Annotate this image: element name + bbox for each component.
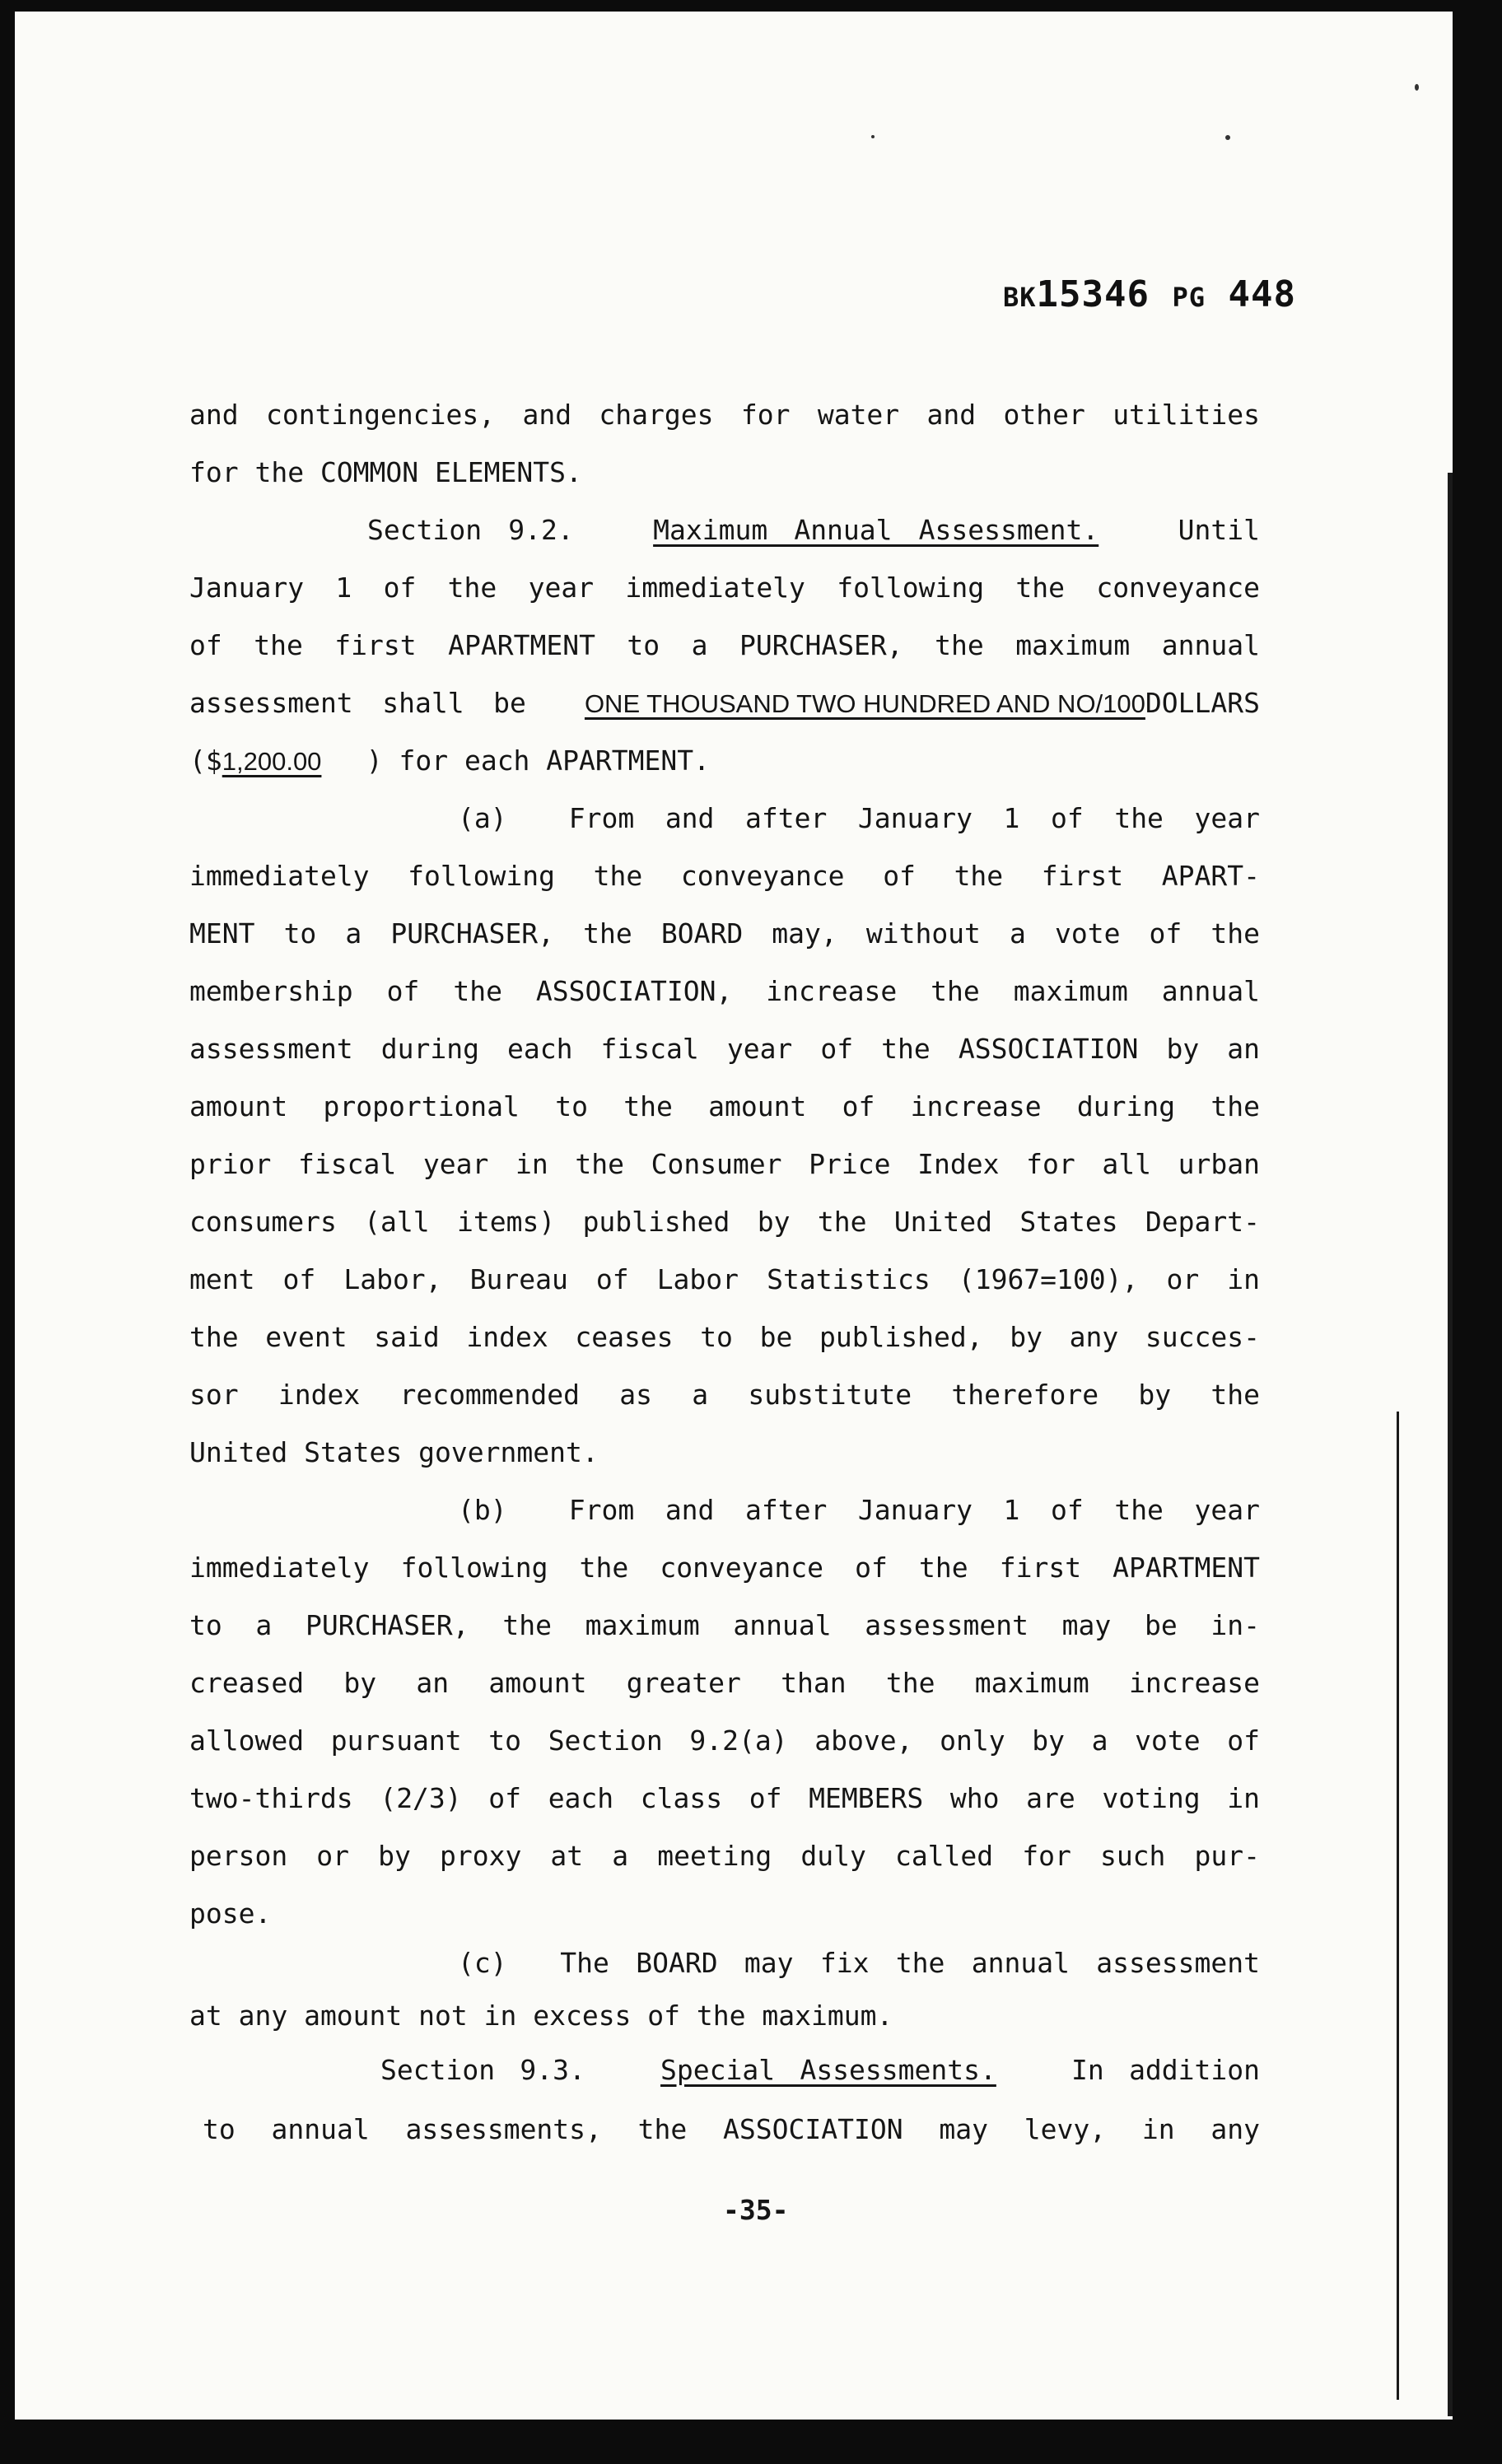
text-line: allowed pursuant to Section 9.2(a) above, only by a vote of — [189, 1724, 1260, 1757]
text-line: to annual assessments, the ASSOCIATION may levy, in any — [203, 2113, 1260, 2145]
text-line: person or by proxy at a meeting duly called for such pur- — [189, 1840, 1260, 1872]
dollar-amount-line — [189, 744, 1260, 778]
text-line: sor index recommended as a substitute therefore by the — [189, 1379, 1260, 1411]
text-line: immediately following the conveyance of the first APART- — [189, 860, 1260, 892]
para-a-first-line — [458, 802, 1260, 835]
text-line: membership of the ASSOCIATION, increase the maximum annual — [189, 975, 1260, 1007]
scan-speck — [1415, 84, 1419, 91]
text-line: and contingencies, and charges for water and other utilities — [189, 399, 1260, 431]
para-a-text: From and after January 1 of the year — [568, 802, 1260, 834]
para-c-text: The BOARD may fix the annual assessment — [560, 1947, 1260, 1979]
text-line: for the COMMON ELEMENTS. — [189, 456, 582, 488]
section-label: Section 9.3. — [380, 2054, 585, 2086]
text-line: pose. — [189, 1897, 272, 1930]
dollar-value-field: 1,200.00 — [222, 747, 322, 776]
text-line: amount proportional to the amount of increase during the — [189, 1090, 1260, 1122]
scan-speck — [1225, 135, 1230, 140]
book-number: 15346 — [1036, 273, 1150, 315]
book-page-reference — [1003, 273, 1296, 315]
para-a-label: (a) — [458, 802, 507, 834]
para-b-text: From and after January 1 of the year — [568, 1494, 1260, 1526]
text-line: at any amount not in excess of the maximum. — [189, 2000, 893, 2032]
page-label: PG — [1172, 282, 1206, 313]
para-c-label: (c) — [458, 1947, 507, 1979]
text-line: assessment during each fiscal year of the ASSOCIATION by an — [189, 1033, 1260, 1065]
scan-edge-shadow — [1448, 473, 1453, 2416]
text-line: January 1 of the year immediately following the conveyance — [189, 572, 1260, 604]
text-line: MENT to a PURCHASER, the BOARD may, without a vote of the — [189, 917, 1260, 950]
section-9-2-heading — [367, 514, 1260, 547]
page-number: -35- — [723, 2194, 789, 2226]
text-line: creased by an amount greater than the maximum increase — [189, 1667, 1260, 1699]
section-9-3-heading — [380, 2054, 1260, 2087]
text-line: of the first APARTMENT to a PURCHASER, the maximum annual — [189, 629, 1260, 661]
dollar-open: ($ — [189, 744, 222, 777]
text-line: to a PURCHASER, the maximum annual assessment may be in- — [189, 1609, 1260, 1641]
amount-suffix: DOLLARS — [1145, 687, 1260, 719]
text-line: immediately following the conveyance of the first APARTMENT — [189, 1552, 1260, 1584]
dollar-close: ) for each APARTMENT. — [366, 744, 710, 777]
page-ref-number: 448 — [1228, 273, 1296, 315]
section-title: Special Assessments. — [660, 2054, 996, 2086]
document-page — [15, 12, 1453, 2420]
text-line: consumers (all items) published by the United States Depart- — [189, 1206, 1260, 1238]
para-c-first-line — [458, 1947, 1260, 1980]
text-line: ment of Labor, Bureau of Labor Statistics (1967=100), or in — [189, 1263, 1260, 1295]
amount-prefix: assessment shall be — [189, 687, 526, 719]
scan-edge-line — [1397, 1412, 1399, 2400]
text-line: United States government. — [189, 1436, 599, 1468]
section-text: Until — [1178, 514, 1260, 546]
section-label: Section 9.2. — [367, 514, 574, 546]
section-title: Maximum Annual Assessment. — [653, 514, 1099, 546]
book-prefix: BK — [1003, 282, 1037, 313]
text-line: two-thirds (2/3) of each class of MEMBERS who are voting in — [189, 1782, 1260, 1814]
text-line: the event said index ceases to be published, by any succes- — [189, 1321, 1260, 1353]
text-line: prior fiscal year in the Consumer Price Index for all urban — [189, 1148, 1260, 1180]
para-b-label: (b) — [458, 1494, 507, 1526]
assessment-amount-line — [189, 687, 1260, 721]
para-b-first-line — [458, 1494, 1260, 1527]
amount-words-field: ONE THOUSAND TWO HUNDRED AND NO/100 — [584, 689, 1145, 718]
scan-speck — [871, 135, 875, 138]
section-text: In addition — [1071, 2054, 1261, 2086]
